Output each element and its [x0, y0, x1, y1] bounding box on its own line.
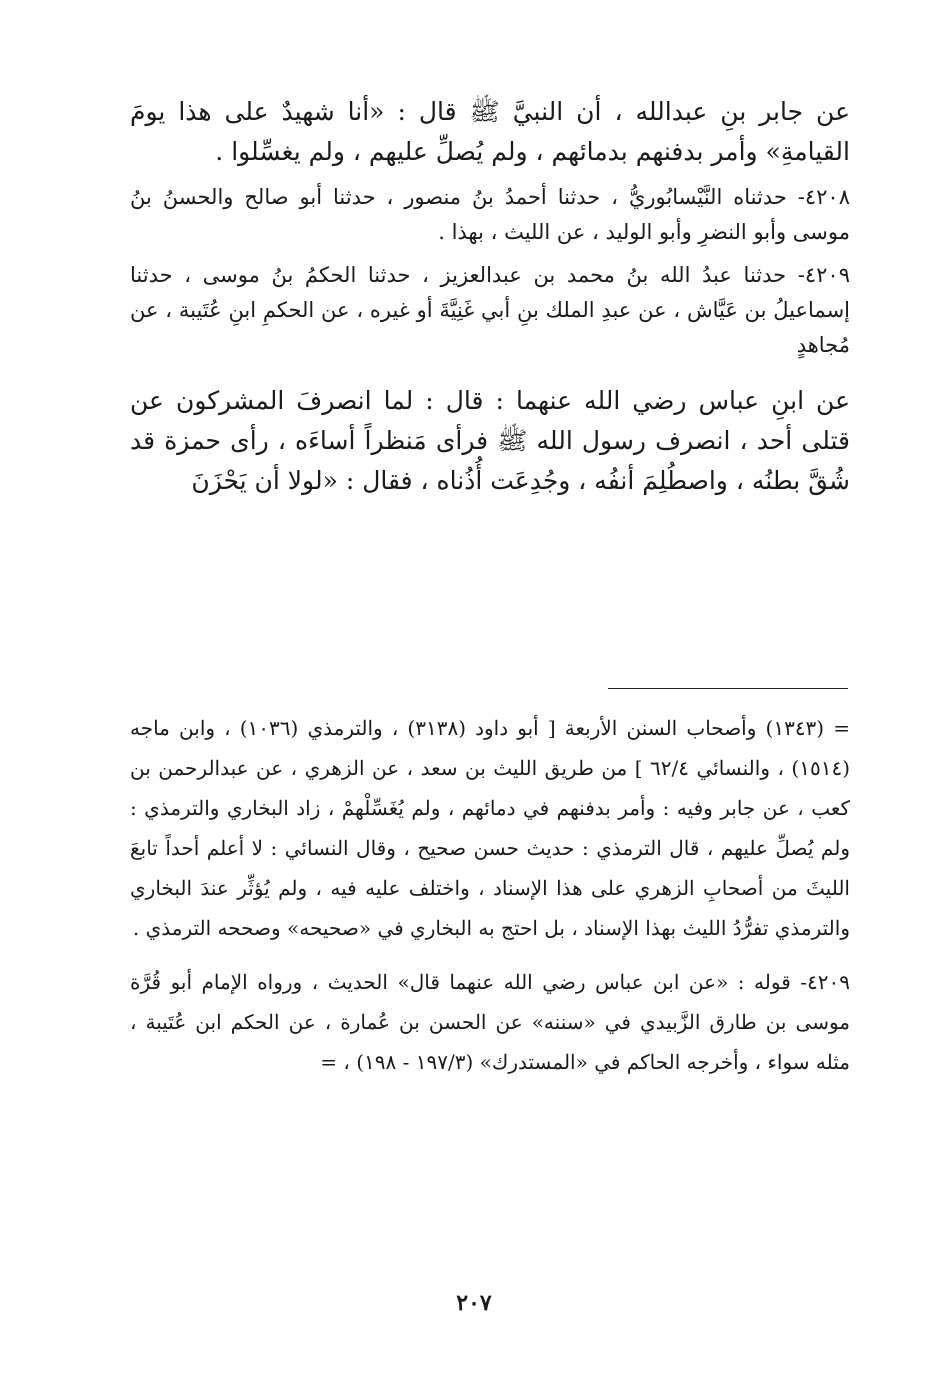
isnad-4209: ٤٢٠٩- حدثنا عبدُ الله بنُ محمد بن عبدالعزيز ، حدثنا الحكمُ بنُ موسى ، حدثنا إسماعيلُ بن عَيَّاش ، عن عبدِ الملك بنِ أبي غَنِيَّةَ أو غيره ، عن الحكمِ ابنِ عُتَيبة ، عن مُجاهدٍ: [130, 263, 850, 357]
hadith-text-ibn-abbas: عن ابنِ عباس رضي الله عنهما : قال : لما انصرفَ المشركون عن قتلى أحد ، انصرف رسول الله ﷺ فرأى مَنظراً أساءَه ، رأى حمزة قد شُقَّ بطنُه ، واصطُلِمَ أنفُه ، وجُدِعَت أُذُناه ، فقال : «لولا أن يَحْزَنَ: [130, 386, 850, 495]
footnote-continuation: = (١٣٤٣) وأصحاب السنن الأربعة [ أبو داود (٣١٣٨) ، والترمذي (١٠٣٦) ، وابن ماجه (١٥١٤) ، والنسائي ٦٢/٤ ] من طريق الليث بن سعد ، عن الزهري ، عن عبدالرحمن بن كعب ، عن جابر وفيه : وأمر بدفنهم في دمائهم ، ولم يُغَسِّلْهمْ ، زاد البخاري والترمذي : ولم يُصلِّ عليهم ، قال الترمذي : حديث حسن صحيح ، وقال النسائي : لا أعلم أحداً تابعَ الليثَ من أصحابِ الزهري على هذا الإسناد ، واختلف عليه فيه ، ولم يُؤثِّر عندَ البخاري والترمذي تفرُّدُ الليث بهذا الإسناد ، بل احتج به البخاري في «صحيحه» وصححه الترمذي .: [130, 716, 850, 940]
footnote-separator: [608, 688, 848, 689]
hadith-text-jabir: عن جابر بنِ عبدالله ، أن النبيَّ ﷺ قال : «أنا شهيدٌ على هذا يومَ القيامةِ» وأمر بدفنهم بدمائهم ، ولم يُصلِّ عليهم ، ولم يغسِّلوا .: [130, 97, 850, 166]
isnad-4208: ٤٢٠٨- حدثناه النَّيْسابُوريُّ ، حدثنا أحمدُ بنُ منصور ، حدثنا أبو صالح والحسنُ بنُ موسى وأبو النضرِ وأبو الوليد ، عن الليث ، بهذا .: [130, 185, 850, 244]
page-number: ٢٠٧: [456, 1290, 492, 1316]
main-text: [130, 92, 850, 501]
footnotes: [130, 708, 850, 1082]
footnote-4209: ٤٢٠٩- قوله : «عن ابن عباس رضي الله عنهما قال» الحديث ، ورواه الإمام أبو قُرَّة موسى بن طارق الزَّبيدي في «سننه» عن الحسن بن عُمارة ، عن الحكم ابن عُتَيبة ، مثله سواء ، وأخرجه الحاكم في «المستدرك» (١٩٧/٣ - ١٩٨) ، =: [130, 970, 850, 1074]
